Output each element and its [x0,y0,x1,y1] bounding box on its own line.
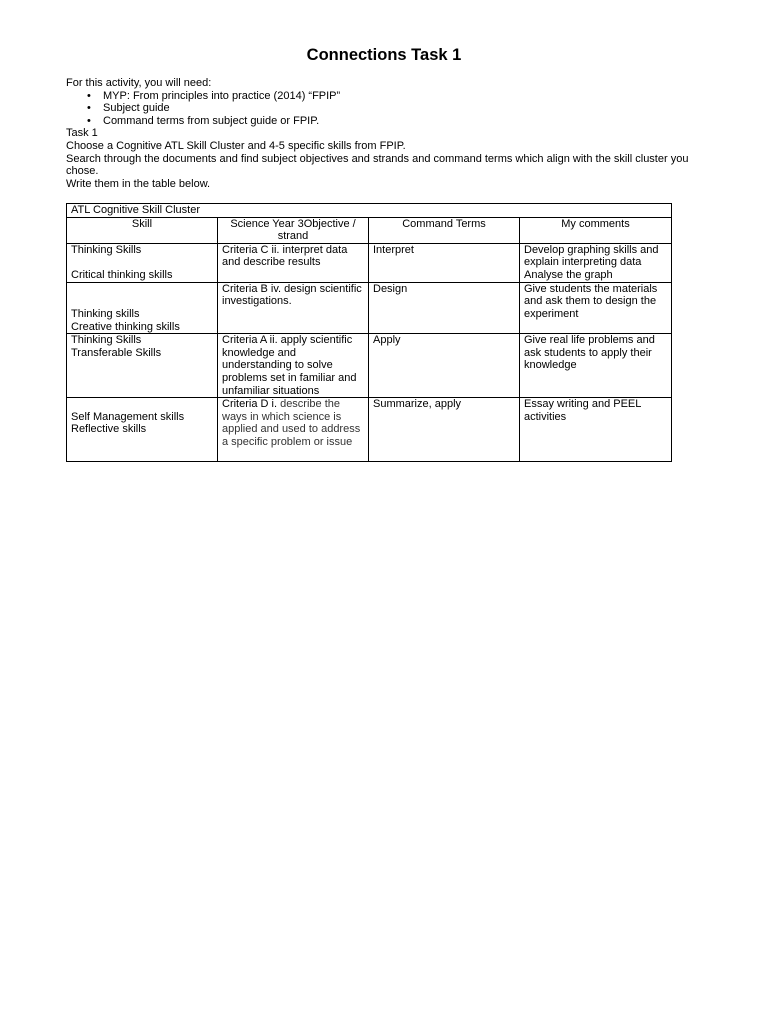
table-caption: ATL Cognitive Skill Cluster [67,204,672,218]
objective-cell: Criteria A ii. apply scientific knowledge and understanding to solve problems set in familiar and unfamiliar situations [218,334,369,398]
materials-list [66,90,696,128]
table-caption-row [67,204,672,218]
skill-cell: Thinking skills Creative thinking skills [67,282,218,333]
command-cell: Apply [369,334,520,398]
instruction-write: Write them in the table below. [66,177,211,190]
objective-cell: Criteria C ii. interpret data and describe results [218,243,369,282]
skill-cell: Self Management skills Reflective skills [67,398,218,462]
materials-line: For this activity, you will need: [66,77,212,89]
header-objective: Science Year 3Objective / strand [218,217,369,243]
comments-cell: Give students the materials and ask them to design the experiment [520,282,672,333]
header-comments: My comments [520,217,672,243]
header-skill: Skill [67,217,218,243]
skill-cell: Thinking Skills Transferable Skills [67,334,218,398]
objective-cell: Criteria D i. describe the ways in which science is applied and used to address a specific problem or issue [218,398,369,462]
page-title: Connections Task 1 [306,46,462,64]
comments-cell: Essay writing and PEEL activities [520,398,672,462]
list-item: • Subject guide [87,102,170,115]
table-row [67,282,672,333]
intro-section [66,77,696,190]
atl-skills-table [66,203,672,462]
bullet-icon: • [87,114,91,127]
command-cell: Summarize, apply [369,398,520,462]
table-header-row [67,217,672,243]
table-row [67,334,672,398]
header-command-terms: Command Terms [369,217,520,243]
comments-cell: Develop graphing skills and explain interpreting data Analyse the graph [520,243,672,282]
comments-cell: Give real life problems and ask students to apply their knowledge [520,334,672,398]
list-item: • Command terms from subject guide or FPIP. [87,114,320,127]
objective-cell: Criteria B iv. design scientific investigations. [218,282,369,333]
instruction-choose: Choose a Cognitive ATL Skill Cluster and 4-5 specific skills from FPIP. [66,139,406,152]
bullet-icon: • [87,102,91,115]
command-cell: Design [369,282,520,333]
table-row [67,243,672,282]
list-item: • MYP: From principles into practice (2014) “FPIP” [87,89,341,102]
skill-cell: Thinking Skills Critical thinking skills [67,243,218,282]
instruction-search: Search through the documents and find subject objectives and strands and command terms which align with the skill cluster you chose. [66,152,689,178]
task-label: Task 1 [66,127,98,140]
table-row [67,398,672,462]
command-cell: Interpret [369,243,520,282]
bullet-icon: • [87,89,91,102]
